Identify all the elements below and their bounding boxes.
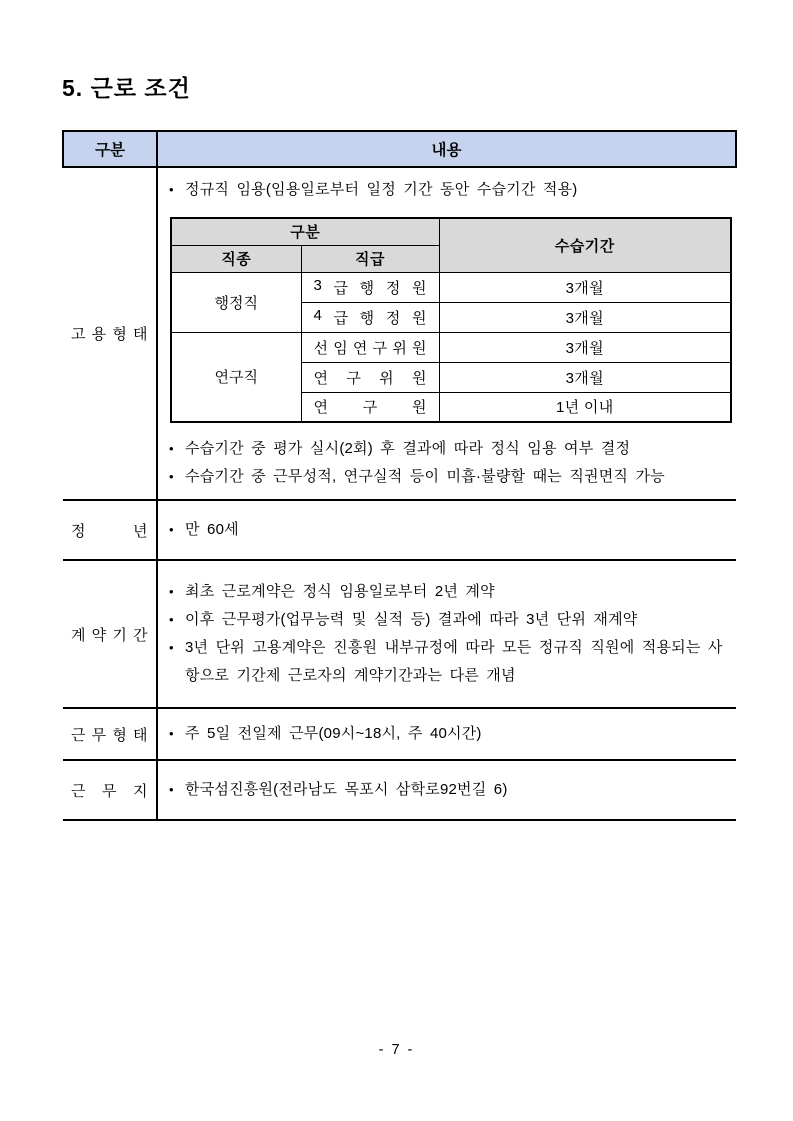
subtable-jobtype-cell: 행정직 xyxy=(171,272,301,332)
employment-post-bullets xyxy=(169,435,728,491)
row-label-contract xyxy=(63,560,157,708)
row-label-text: 계 약 기 간 xyxy=(71,626,148,644)
working-conditions-table xyxy=(62,130,737,821)
subtable-row xyxy=(171,272,731,302)
bullet-text: 정규직 임용(임용일로부터 일정 기간 동안 수습기간 적용) xyxy=(185,181,578,198)
page-number: - 7 - xyxy=(378,1042,415,1058)
subtable-period-cell: 1년 이내 xyxy=(439,392,731,422)
bullet-item xyxy=(169,720,728,748)
subtable-grade-cell: 선 임 연 구 위 원 xyxy=(301,332,439,362)
subtable-period-cell: 3개월 xyxy=(439,272,731,302)
row-label-text: 정 년 xyxy=(71,522,148,540)
bullet-text: 만 60세 xyxy=(185,521,239,538)
bullet-item xyxy=(169,516,728,544)
subtable-header-grade: 직급 xyxy=(301,245,439,272)
subtable-grade-cell: 연 구 위 원 xyxy=(301,362,439,392)
row-label-worktype xyxy=(63,708,157,760)
bullet-dot: • xyxy=(169,726,174,741)
bullet-dot: • xyxy=(169,782,174,797)
row-label-text: 고 용 형 태 xyxy=(71,326,148,343)
bullet-item xyxy=(169,463,728,491)
retirement-content-cell xyxy=(157,500,736,560)
subtable-period-cell: 3개월 xyxy=(439,332,731,362)
section-title: 5. 근로 조건 xyxy=(62,75,191,101)
table-header-row xyxy=(63,131,736,167)
row-work-place xyxy=(63,760,736,820)
row-label-retirement xyxy=(63,500,157,560)
bullet-item xyxy=(169,776,728,804)
subtable-header-jobtype: 직종 xyxy=(171,245,301,272)
subtable-grade-cell: 연 구 원 xyxy=(301,392,439,422)
header-cell-content: 내용 xyxy=(157,131,736,167)
bullet-item xyxy=(169,176,728,204)
row-work-type xyxy=(63,708,736,760)
contract-bullets xyxy=(169,578,728,690)
bullet-item xyxy=(169,606,728,634)
probation-subtable xyxy=(170,217,732,423)
subtable-period-cell: 3개월 xyxy=(439,362,731,392)
bullet-text: 수습기간 중 평가 실시(2회) 후 결과에 따라 정식 임용 여부 결정 xyxy=(185,440,631,457)
subtable-header-period: 수습기간 xyxy=(439,218,731,272)
row-label-text: 근 무 지 xyxy=(71,782,148,800)
row-label-employment xyxy=(63,167,157,500)
bullet-item xyxy=(169,435,728,463)
subtable-row xyxy=(171,332,731,362)
subtable-header-gubun: 구분 xyxy=(171,218,439,245)
bullet-text: 수습기간 중 근무성적, 연구실적 등이 미흡·불량할 때는 직권면직 가능 xyxy=(185,468,665,485)
bullet-text: 주 5일 전일제 근무(09시~18시, 주 40시간) xyxy=(185,725,482,742)
row-contract-period xyxy=(63,560,736,708)
bullet-dot: • xyxy=(169,612,174,627)
row-label-workplace xyxy=(63,760,157,820)
bullet-text: 최초 근로계약은 정식 임용일로부터 2년 계약 xyxy=(185,583,495,600)
employment-content-cell xyxy=(157,167,736,500)
bullet-text: 이후 근무평가(업무능력 및 실적 등) 결과에 따라 3년 단위 재계약 xyxy=(185,611,638,628)
bullet-item xyxy=(169,634,728,690)
bullet-dot: • xyxy=(169,182,174,197)
row-retirement-age xyxy=(63,500,736,560)
bullet-text: 3년 단위 고용계약은 진흥원 내부규정에 따라 모든 정규직 직원에 적용되는 사항으로 기간제 근로자의 계약기간과는 다른 개념 xyxy=(185,639,723,684)
bullet-dot: • xyxy=(169,640,174,655)
header-cell-gubun: 구분 xyxy=(63,131,157,167)
subtable-grade-cell: 4 급 행 정 원 xyxy=(301,302,439,332)
worktype-content-cell xyxy=(157,708,736,760)
bullet-dot: • xyxy=(169,522,174,537)
subtable-jobtype-cell: 연구직 xyxy=(171,332,301,422)
bullet-dot: • xyxy=(169,469,174,484)
bullet-dot: • xyxy=(169,441,174,456)
subtable-header-row1 xyxy=(171,218,731,245)
subtable-period-cell: 3개월 xyxy=(439,302,731,332)
bullet-text: 한국섬진흥원(전라남도 목포시 삼학로92번길 6) xyxy=(185,781,508,798)
row-label-text: 근 무 형 태 xyxy=(71,726,148,744)
row-employment-type xyxy=(63,167,736,500)
bullet-dot: • xyxy=(169,584,174,599)
subtable-grade-cell: 3 급 행 정 원 xyxy=(301,272,439,302)
bullet-item xyxy=(169,578,728,606)
contract-content-cell xyxy=(157,560,736,708)
workplace-content-cell xyxy=(157,760,736,820)
